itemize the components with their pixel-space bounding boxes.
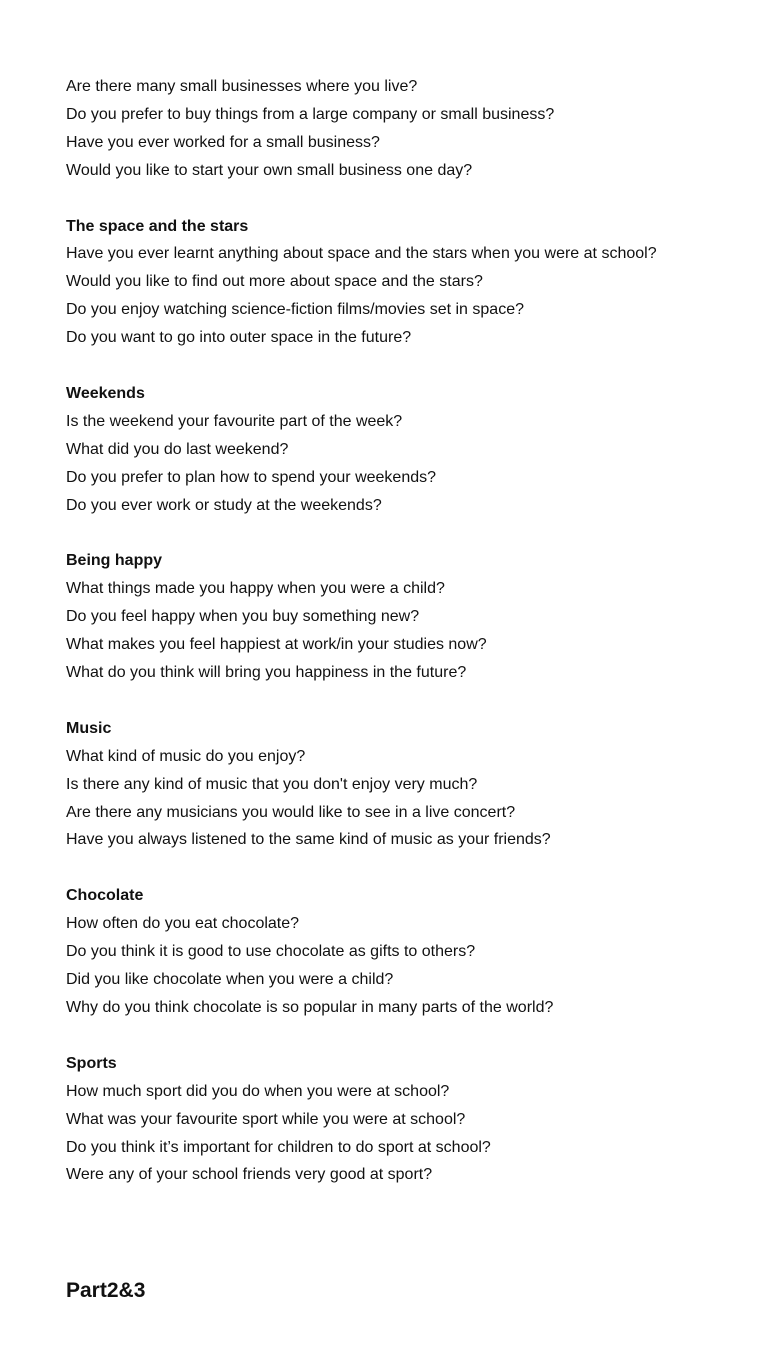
section-heading: The space and the stars	[66, 217, 249, 235]
question: Do you prefer to buy things from a large company or small business?	[66, 105, 555, 123]
question: Do you want to go into outer space in the future?	[66, 329, 412, 347]
section-sports	[66, 1050, 756, 1189]
question: Did you like chocolate when you were a child?	[66, 971, 394, 989]
question: Do you think it’s important for children to do sport at school?	[66, 1138, 491, 1156]
document-body	[66, 73, 756, 1217]
question: What did you do last weekend?	[66, 440, 289, 458]
question: Do you prefer to plan how to spend your weekends?	[66, 468, 437, 486]
question: How often do you eat chocolate?	[66, 915, 300, 933]
question: What was your favourite sport while you were at school?	[66, 1110, 466, 1128]
question: What kind of music do you enjoy?	[66, 747, 306, 765]
question: How much sport did you do when you were at school?	[66, 1082, 450, 1100]
question: Why do you think chocolate is so popular in many parts of the world?	[66, 998, 554, 1016]
section-heading: Being happy	[66, 552, 163, 570]
question: Are there any musicians you would like to see in a live concert?	[66, 803, 516, 821]
question: Have you always listened to the same kind of music as your friends?	[66, 831, 551, 849]
section-being-happy	[66, 547, 756, 686]
question: Is the weekend your favourite part of the week?	[66, 412, 403, 430]
section-small-business	[66, 73, 756, 185]
question: Would you like to start your own small business one day?	[66, 161, 473, 179]
question: Have you ever learnt anything about space and the stars when you were at school?	[66, 245, 657, 263]
section-weekends	[66, 380, 756, 519]
section-music	[66, 715, 756, 854]
section-heading: Chocolate	[66, 887, 144, 905]
part-heading: Part2&3	[66, 1279, 146, 1302]
question: Do you feel happy when you buy something new?	[66, 608, 420, 626]
question: Do you think it is good to use chocolate as gifts to others?	[66, 943, 476, 961]
question: Have you ever worked for a small business?	[66, 133, 380, 151]
section-space-and-stars	[66, 213, 756, 352]
question: What do you think will bring you happiness in the future?	[66, 664, 467, 682]
question: Were any of your school friends very good at sport?	[66, 1166, 433, 1184]
question: Do you ever work or study at the weekends?	[66, 496, 382, 514]
question: What things made you happy when you were a child?	[66, 580, 445, 598]
section-heading: Weekends	[66, 385, 145, 403]
question: Is there any kind of music that you don't enjoy very much?	[66, 775, 478, 793]
section-chocolate	[66, 882, 756, 1021]
question: Would you like to find out more about space and the stars?	[66, 273, 483, 291]
question: What makes you feel happiest at work/in your studies now?	[66, 636, 487, 654]
question: Do you enjoy watching science-fiction films/movies set in space?	[66, 301, 524, 319]
section-heading: Sports	[66, 1054, 117, 1072]
section-heading: Music	[66, 719, 112, 737]
question: Are there many small businesses where you live?	[66, 78, 418, 95]
